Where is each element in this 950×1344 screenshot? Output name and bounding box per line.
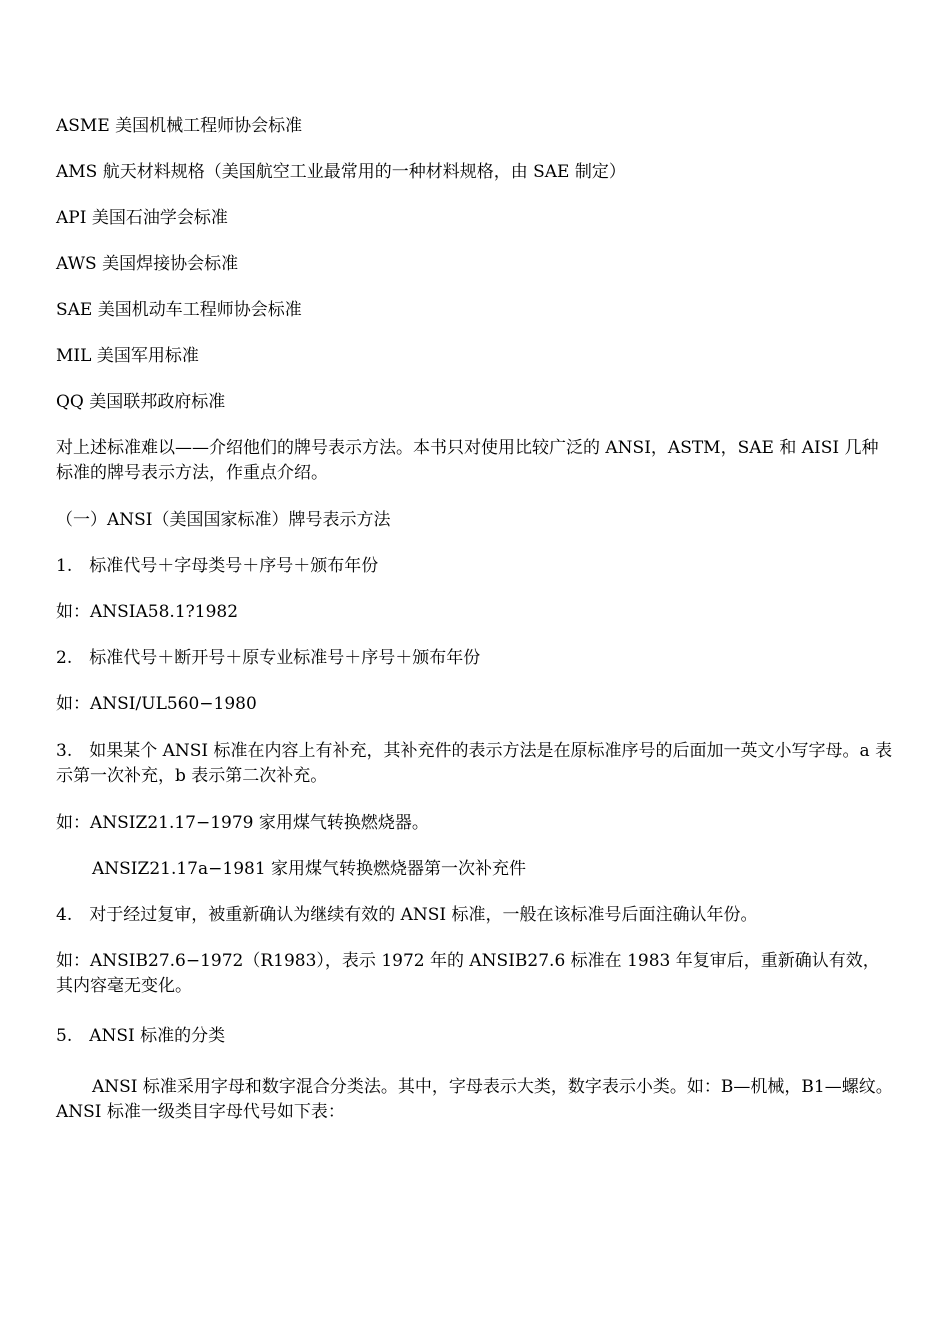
paragraph-mil: MIL 美国军用标准 xyxy=(56,346,199,366)
rule-3: 3. 如果某个 ANSI 标准在内容上有补充，其补充件的表示方法是在原标准序号的后面加一英文小写字母。a 表示第一次补充，b 表示第二次补充。 xyxy=(56,741,893,786)
paragraph-ams: AMS 航天材料规格（美国航空工业最常用的一种材料规格，由 SAE 制定） xyxy=(56,162,626,182)
classification-paragraph: ANSI 标准采用字母和数字混合分类法。其中，字母表示大类，数字表示小类。如：B—机械，B1—螺纹。ANSI 标准一级类目字母代号如下表： xyxy=(56,1077,893,1122)
example-2: 如：ANSI/UL560−1980 xyxy=(56,694,257,714)
rule-2: 2. 标准代号＋断开号＋原专业标准号＋序号＋颁布年份 xyxy=(56,648,481,668)
example-3a: 如：ANSIZ21.17−1979 家用煤气转换燃烧器。 xyxy=(56,813,429,833)
section-heading-ansi: （一）ANSI（美国国家标准）牌号表示方法 xyxy=(56,510,391,530)
example-4: 如：ANSIB27.6−1972（R1983），表示 1972 年的 ANSIB27.6 标准在 1983 年复审后，重新确认有效，其内容毫无变化。 xyxy=(56,951,880,996)
rule-5: 5. ANSI 标准的分类 xyxy=(56,1026,226,1046)
example-1: 如：ANSIA58.1?1982 xyxy=(56,602,239,622)
paragraph-asme: ASME 美国机械工程师协会标准 xyxy=(56,116,303,136)
paragraph-qq: QQ 美国联邦政府标准 xyxy=(56,392,226,412)
rule-4: 4. 对于经过复审，被重新确认为继续有效的 ANSI 标准，一般在该标准号后面注确认年份。 xyxy=(56,905,758,925)
paragraph-aws: AWS 美国焊接协会标准 xyxy=(56,254,239,274)
paragraph-sae: SAE 美国机动车工程师协会标准 xyxy=(56,300,302,320)
paragraph-intro: 对上述标准难以——介绍他们的牌号表示方法。本书只对使用比较广泛的 ANSI，ASTM，SAE 和 AISI 几种标准的牌号表示方法，作重点介绍。 xyxy=(56,438,879,483)
example-3b: ANSIZ21.17a−1981 家用煤气转换燃烧器第一次补充件 xyxy=(92,859,527,879)
paragraph-api: API 美国石油学会标准 xyxy=(56,208,228,228)
rule-1: 1. 标准代号＋字母类号＋序号＋颁布年份 xyxy=(56,556,379,576)
